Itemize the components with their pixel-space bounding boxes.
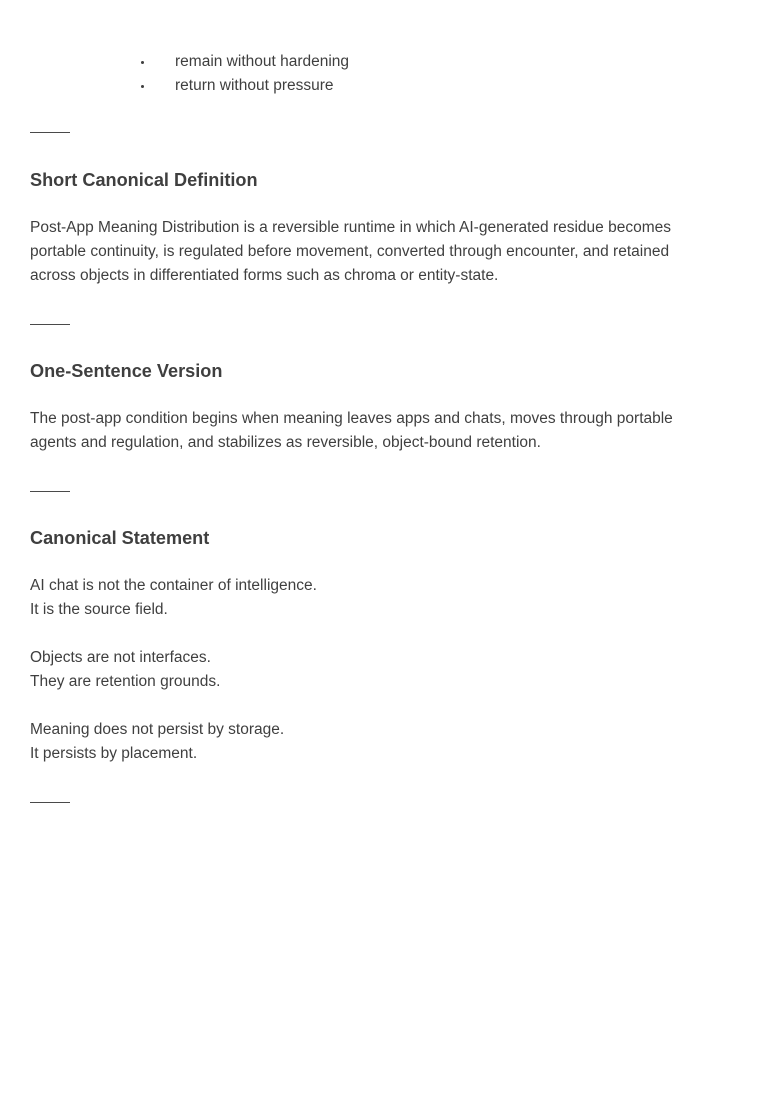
text-line: agents and regulation, and stabilizes as reversible, object-bound retention. bbox=[30, 434, 541, 451]
statement-stanza bbox=[30, 574, 744, 622]
statement-stanza bbox=[30, 718, 744, 766]
text-line: AI chat is not the container of intelligence. bbox=[30, 577, 317, 594]
canonical-statement-heading: Canonical Statement bbox=[30, 528, 210, 548]
section-divider bbox=[30, 132, 70, 133]
short-definition-heading: Short Canonical Definition bbox=[30, 170, 258, 190]
text-line: Objects are not interfaces. bbox=[30, 649, 211, 666]
text-line: Meaning does not persist by storage. bbox=[30, 721, 285, 738]
document-body bbox=[30, 50, 744, 803]
text-line: The post-app condition begins when meaning leaves apps and chats, moves through portable bbox=[30, 410, 673, 427]
text-line: Post-App Meaning Distribution is a reversible runtime in which AI-generated residue becomes bbox=[30, 219, 671, 236]
text-line: It persists by placement. bbox=[30, 745, 198, 762]
one-sentence-heading: One-Sentence Version bbox=[30, 361, 223, 381]
bullet-item: return without pressure bbox=[140, 74, 744, 98]
statement-stanza bbox=[30, 646, 744, 694]
bullet-item: remain without hardening bbox=[140, 50, 744, 74]
short-definition-paragraph bbox=[30, 216, 744, 288]
text-line: It is the source field. bbox=[30, 601, 168, 618]
section-divider bbox=[30, 324, 70, 325]
bullet-list bbox=[30, 50, 744, 98]
text-line: portable continuity, is regulated before movement, converted through encounter, and retained bbox=[30, 243, 670, 260]
section-divider bbox=[30, 491, 70, 492]
text-line: across objects in differentiated forms such as chroma or entity-state. bbox=[30, 267, 499, 284]
section-divider bbox=[30, 802, 70, 803]
text-line: They are retention grounds. bbox=[30, 673, 221, 690]
one-sentence-paragraph bbox=[30, 407, 744, 455]
